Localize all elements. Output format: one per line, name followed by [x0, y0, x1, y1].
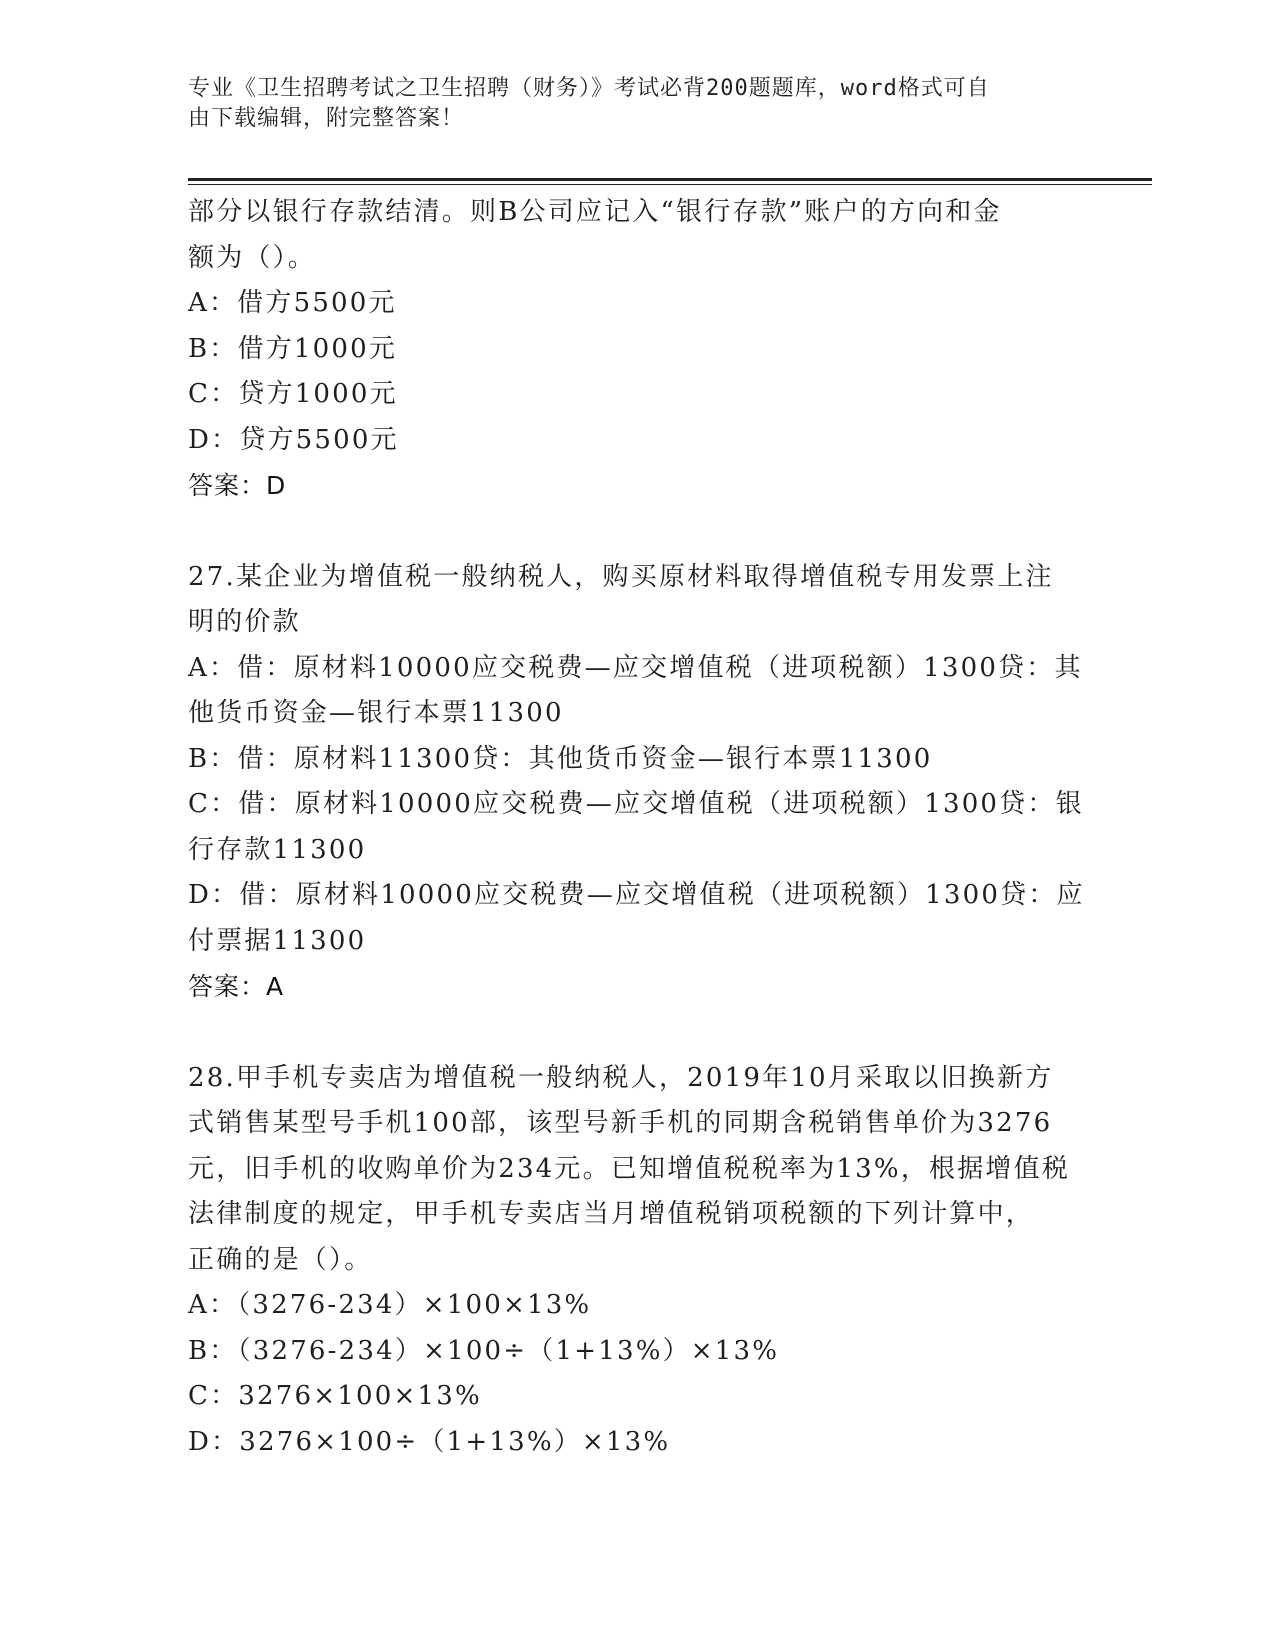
option-c: C：贷方1000元 — [188, 379, 398, 409]
option-c: C：借：原材料10000应交税费—应交增值税（进项税额）1300贷：银 — [188, 789, 1084, 819]
option-a: A：借方5500元 — [188, 288, 397, 318]
question-spacer — [188, 1010, 1088, 1056]
question-stem-line: 额为（）。 — [188, 242, 317, 273]
question-stem-line: 元，旧手机的收购单价为234元。已知增值税税率为13%，根据增值税 — [188, 1153, 1071, 1184]
header-note-line-2: 由下载编辑，附完整答案！ — [188, 106, 465, 131]
question-stem-line: 27.某企业为增值税一般纳税人，购买原材料取得增值税专用发票上注 — [188, 561, 1054, 592]
question-stem-line: 明的价款 — [188, 607, 301, 637]
question-stem-line: 法律制度的规定，甲手机专卖店当月增值税销项税额的下列计算中， — [188, 1199, 1035, 1229]
option-a-continued: 他货币资金—银行本票11300 — [188, 698, 564, 728]
answer-label: 答案：A — [188, 972, 285, 1001]
option-d: D：贷方5500元 — [188, 424, 399, 455]
option-d-continued: 付票据11300 — [188, 925, 367, 956]
header-note-line-1: 专业《卫生招聘考试之卫生招聘（财务）》考试必背200题题库，word格式可自 — [188, 76, 990, 101]
option-b: B：借方1000元 — [188, 333, 398, 364]
question-26 — [188, 190, 1088, 509]
answer-label: 答案：D — [188, 471, 287, 500]
option-d: D：借：原材料10000应交税费—应交增值税（进项税额）1300贷：应 — [188, 880, 1085, 910]
option-a: A：借：原材料10000应交税费—应交增值税（进项税额）1300贷：其 — [188, 652, 1083, 683]
option-b: B：借：原材料11300贷：其他货币资金—银行本票11300 — [188, 743, 933, 774]
header-rule-thin — [188, 184, 1152, 185]
option-d: D：3276×100÷（1+13%）×13% — [188, 1426, 671, 1457]
header-rule-thick — [188, 178, 1152, 181]
option-b: B：（3276-234）×100÷（1+13%）×13% — [188, 1335, 780, 1366]
question-27 — [188, 555, 1088, 1010]
question-stem-line: 部分以银行存款结清。则B公司应记入“银行存款”账户的方向和金 — [188, 197, 1002, 227]
question-stem-line: 28.甲手机专卖店为增值税一般纳税人，2019年10月采取以旧换新方 — [188, 1062, 1054, 1093]
question-stem-line: 正确的是（）。 — [188, 1244, 373, 1275]
question-content — [188, 190, 1088, 1465]
question-spacer — [188, 509, 1088, 555]
option-c: C：3276×100×13% — [188, 1381, 482, 1411]
option-c-continued: 行存款11300 — [188, 834, 367, 865]
question-stem-line: 式销售某型号手机100部，该型号新手机的同期含税销售单价为3276 — [188, 1108, 1053, 1138]
option-a: A：（3276-234）×100×13% — [188, 1290, 592, 1320]
question-28 — [188, 1056, 1088, 1466]
header-note — [188, 74, 1088, 134]
